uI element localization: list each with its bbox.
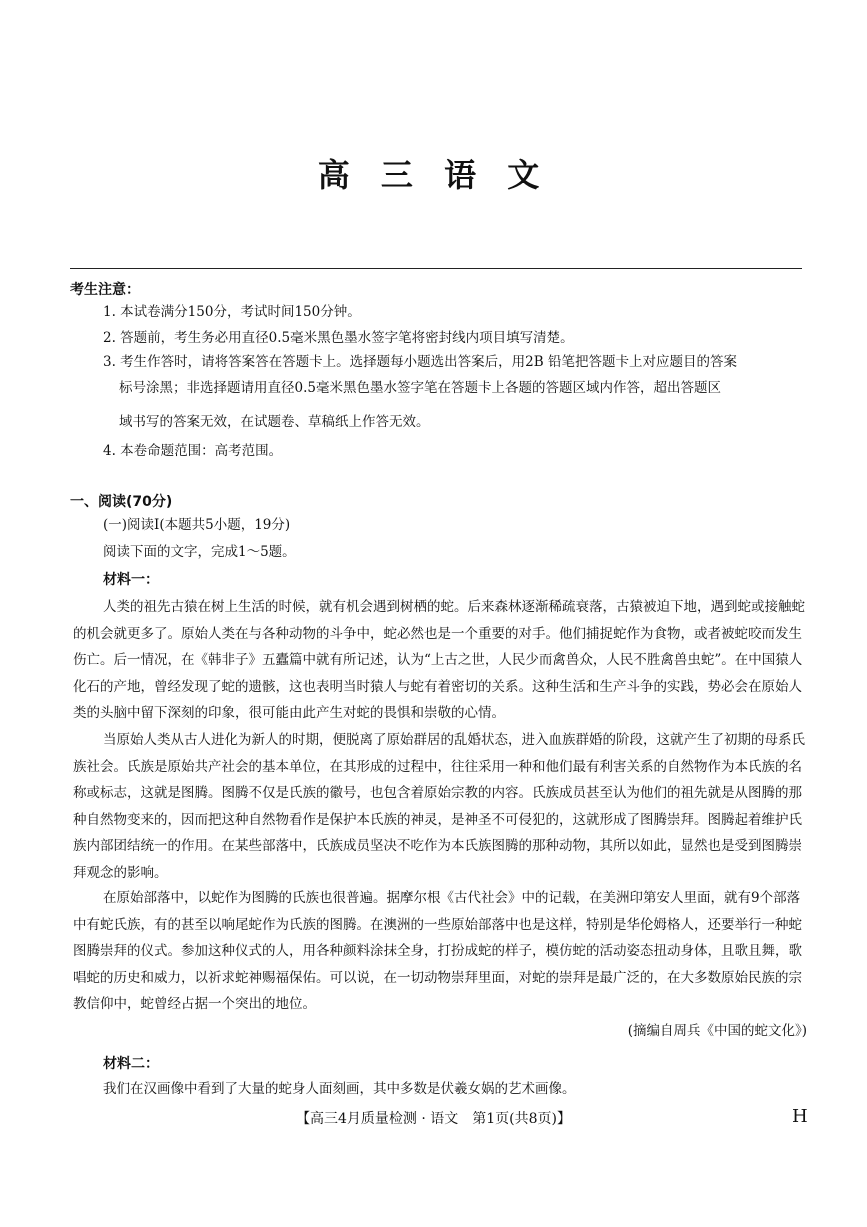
notice-item: 4. 本卷命题范围：高考范围。	[103, 443, 283, 459]
material-heading: 材料二：	[103, 1056, 159, 1072]
header-rule	[70, 268, 802, 269]
notice-item: 标号涂黑；非选择题请用直径0.5毫米黑色墨水签字笔在答题卡上各题的答题区域内作答，超出答题区	[119, 380, 721, 396]
material-heading: 材料一：	[103, 572, 159, 588]
section-heading: 一、阅读(70分)	[70, 494, 173, 510]
notice-item: 2. 答题前，考生务必用直径0.5毫米黑色墨水签字笔将密封线内项目填写清楚。	[103, 330, 574, 346]
instruction: 阅读下面的文字，完成1～5题。	[103, 544, 296, 560]
material2-line: 我们在汉画像中看到了大量的蛇身人面刻画，其中多数是伏羲女娲的艺术画像。	[103, 1081, 576, 1097]
document-title: 高 三 语 文	[317, 156, 550, 194]
notice-item: 3. 考生作答时，请将答案答在答题卡上。选择题每小题选出答案后，用2B 铅笔把答题卡上对应题目的答案	[103, 354, 737, 370]
notice-heading: 考生注意：	[70, 282, 140, 298]
notice-item: 1. 本试卷满分150分，考试时间150分钟。	[103, 304, 361, 320]
version-mark: H	[792, 1106, 808, 1127]
notice-item: 域书写的答案无效，在试题卷、草稿纸上作答无效。	[119, 414, 430, 430]
paragraph: 人类的祖先古猿在树上生活的时候，就有机会遇到树栖的蛇。后来森林逐渐稀疏衰落，古猿被迫下地，遇到蛇或接触蛇的机会就更多了。原始人类在与各种动物的斗争中，蛇必然也是一个重要的对手。他们捕捉蛇作为食物，或者被蛇咬而发生伤亡。后一情况，在《韩非子》五蠹篇中就有所记述，认为“上古之世，人民少而禽兽众，人民不胜禽兽虫蛇”。在中国猿人化石的产地，曾经发现了蛇的遗骸，这也表明当时猿人与蛇有着密切的关系。这种生活和生产斗争的实践，势必会在原始人类的头脑中留下深刻的印象，很可能由此产生对蛇的畏惧和崇敬的心情。	[73, 599, 805, 721]
paragraph: 当原始人类从古人进化为新人的时期，便脱离了原始群居的乱婚状态，进入血族群婚的阶段，这就产生了初期的母系氏族社会。氏族是原始共产社会的基本单位，在其形成的过程中，往往采用一种和他们最有利害关系的自然物作为本氏族的名称或标志，这就是图腾。图腾不仅是氏族的徽号，也包含着原始宗教的内容。氏族成员甚至认为他们的祖先就是从图腾的那种自然物变来的，因而把这种自然物看作是保护本氏族的神灵，是神圣不可侵犯的，这就形成了图腾崇拜。图腾起着维护氏族内部团结统一的作用。在某些部落中，氏族成员坚决不吃作为本氏族图腾的那种动物，其所以如此，显然也是受到图腾崇拜观念的影响。	[73, 732, 805, 881]
paragraph: 在原始部落中，以蛇作为图腾的氏族也很普遍。据摩尔根《古代社会》中的记载，在美洲印第安人里面，就有9个部落中有蛇氏族，有的甚至以响尾蛇作为氏族的图腾。在澳洲的一些原始部落中也是这样，特别是华伦姆格人，还要举行一种蛇图腾崇拜的仪式。参加这种仪式的人，用各种颜料涂抹全身，打扮成蛇的样子，模仿蛇的活动姿态扭动身体，且歌且舞，歌唱蛇的历史和威力，以祈求蛇神赐福保佑。可以说，在一切动物崇拜里面，对蛇的崇拜是最广泛的，在大多数原始民族的宗教信仰中，蛇曾经占据一个突出的地位。	[73, 890, 802, 1012]
source-citation: (摘编自周兵《中国的蛇文化》)	[627, 1023, 807, 1039]
page-footer: 【高三4月质量检测 · 语文 第1页(共8页)】	[296, 1111, 571, 1127]
subsection-heading: (一)阅读Ⅰ(本题共5小题，19分)	[103, 517, 291, 533]
